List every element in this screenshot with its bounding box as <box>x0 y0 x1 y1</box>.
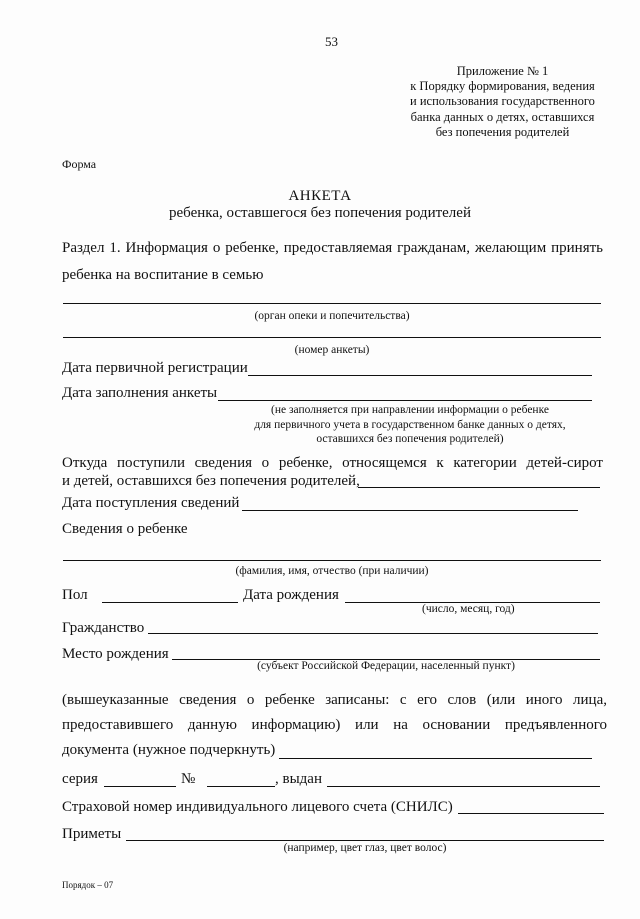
fill-date-field-line[interactable] <box>218 400 592 401</box>
appendix-line: Приложение № 1 <box>456 64 549 78</box>
appendix-line: к Порядку формирования, ведения <box>410 79 595 94</box>
document-subtitle: ребенка, оставшегося без попечения родителей <box>169 205 471 221</box>
sex-field-line[interactable] <box>102 602 238 603</box>
section-heading: Раздел 1. Информация о ребенке, предоставляемая гражданам, желающим принять <box>62 240 603 256</box>
recorded-text: документа (нужное подчеркнуть) <box>62 742 276 758</box>
fill-date-label: Дата заполнения анкеты <box>62 385 218 401</box>
child-info-label: Сведения о ребенке <box>62 521 188 537</box>
fio-caption: (фамилия, имя, отчество (при наличии) <box>235 565 429 577</box>
number-field-line[interactable] <box>207 786 275 787</box>
first-registration-label: Дата первичной регистрации <box>62 360 248 376</box>
issued-field-line[interactable] <box>327 786 600 787</box>
birth-date-caption: (число, месяц, год) <box>422 603 515 615</box>
series-label: серия <box>62 771 98 787</box>
document-field-line[interactable] <box>279 758 592 759</box>
receipt-date-field-line[interactable] <box>242 510 578 511</box>
recorded-text: предоставившего данную информацию) или на основании предъявленного <box>62 717 607 733</box>
source-field-line[interactable] <box>358 487 600 488</box>
issued-label: , выдан <box>275 771 322 787</box>
series-field-line[interactable] <box>104 786 176 787</box>
features-label: Приметы <box>62 826 122 842</box>
footer-code: Порядок – 07 <box>62 880 114 890</box>
number-label: № <box>181 771 196 787</box>
birth-date-label: Дата рождения <box>243 587 339 603</box>
sex-label: Пол <box>62 587 88 603</box>
recorded-text: (вышеуказанные сведения о ребенке записаны: с его слов (или иного лица, <box>62 692 607 708</box>
fill-date-note-line: для первичного учета в государственном банке данных о детях, <box>254 418 566 431</box>
document-title: АНКЕТА <box>288 188 352 204</box>
guardianship-field-line[interactable] <box>63 303 601 304</box>
appendix-line: банка данных о детях, оставшихся <box>410 109 595 124</box>
citizenship-label: Гражданство <box>62 620 145 636</box>
fio-field-line[interactable] <box>63 560 601 561</box>
appendix-line: без попечения родителей <box>435 124 570 139</box>
snils-field-line[interactable] <box>458 813 604 814</box>
section-heading-cont: ребенка на воспитание в семью <box>62 267 264 283</box>
guardianship-caption: (орган опеки и попечительства) <box>254 310 410 322</box>
source-label-cont: и детей, оставшихся без попечения родителей, <box>62 473 360 489</box>
fill-date-note-line: оставшихся без попечения родителей) <box>316 433 504 445</box>
fill-date-note-line: (не заполняется при направлении информации о ребенке <box>270 404 549 416</box>
snils-label: Страховой номер индивидуального лицевого счета (СНИЛС) <box>62 799 453 815</box>
features-caption: (например, цвет глаз, цвет волос) <box>283 842 447 854</box>
source-label: Откуда поступили сведения о ребенке, относящемся к категории детей-сирот <box>62 455 603 471</box>
birthplace-label: Место рождения <box>62 646 169 662</box>
appendix-block <box>400 64 605 140</box>
page-number: 53 <box>325 34 338 49</box>
form-number-field-line[interactable] <box>63 337 601 338</box>
fill-date-note <box>220 403 600 447</box>
birthplace-caption: (субъект Российской Федерации, населенный пункт) <box>257 660 515 672</box>
first-registration-field-line[interactable] <box>248 375 592 376</box>
appendix-line: и использования государственного <box>410 94 595 109</box>
citizenship-field-line[interactable] <box>148 633 598 634</box>
form-label: Форма <box>62 157 97 171</box>
receipt-date-label: Дата поступления сведений <box>62 495 240 511</box>
features-field-line[interactable] <box>126 840 604 841</box>
form-number-caption: (номер анкеты) <box>294 344 370 356</box>
